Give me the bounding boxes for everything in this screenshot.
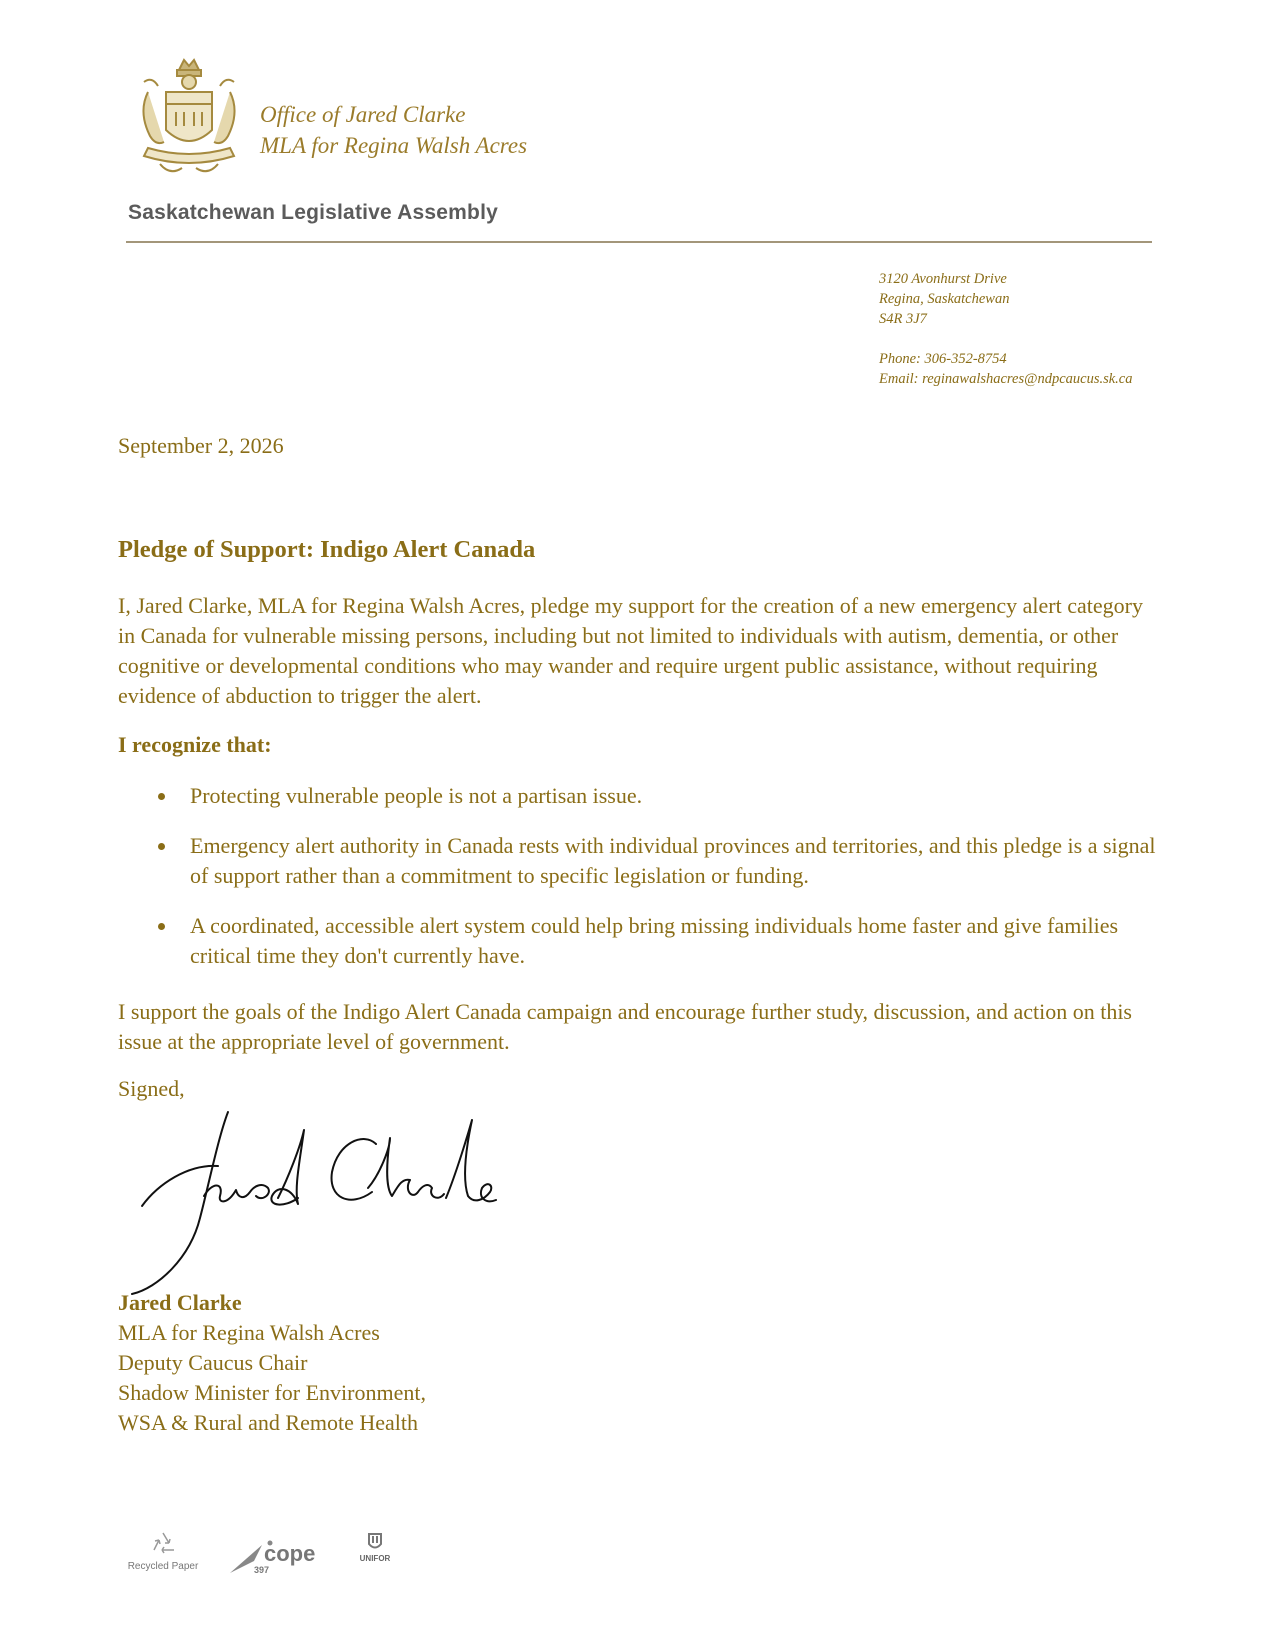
list-item [118, 781, 1158, 811]
signer-title-4: WSA & Rural and Remote Health [118, 1410, 418, 1435]
recognize-heading: I recognize that: [118, 732, 272, 757]
phone: Phone: 306-352-8754 [879, 351, 1007, 367]
address-line-1: 3120 Avonhurst Drive [879, 271, 1007, 287]
address-line-3: S4R 3J7 [879, 311, 927, 327]
unifor-logo [352, 1532, 398, 1563]
signer-title-3: Shadow Minister for Environment, [118, 1380, 426, 1405]
signer-name: Jared Clarke [118, 1290, 242, 1315]
coat-of-arms-icon [130, 52, 248, 178]
list-item-text: A coordinated, accessible alert system could help bring missing individuals home faster and give families critical time they don't currently have. [190, 913, 1119, 968]
bullet-icon [158, 843, 165, 850]
assembly-name: Saskatchewan Legislative Assembly [128, 201, 498, 224]
cope-union-logo [228, 1537, 328, 1577]
letter-heading: Pledge of Support: Indigo Alert Canada [118, 536, 536, 563]
body-paragraph-1: I, Jared Clarke, MLA for Regina Walsh Acres, pledge my support for the creation of a new emergency alert category in Canada for vulnerable missing persons, including but not limited to individuals with autism, dementia, or other cognitive or developmental conditions who may wander and require urgent public assistance, without requiring evidence of abduction to trigger the alert. [118, 593, 1143, 708]
handwritten-signature [128, 1108, 528, 1298]
address-line-2: Regina, Saskatchewan [879, 291, 1010, 307]
email: Email: reginawalshacres@ndpcaucus.sk.ca [879, 371, 1133, 387]
list-item [118, 911, 1158, 971]
cope-number: 397 [254, 1565, 270, 1575]
unifor-shield-icon [366, 1532, 384, 1552]
unifor-label: UNIFOR [359, 1554, 391, 1563]
cope-label: cope [264, 1541, 316, 1566]
signer-title-2: Deputy Caucus Chair [118, 1350, 308, 1375]
list-item-text: Emergency alert authority in Canada rests with individual provinces and territories, and this pledge is a signal of support rather than a commitment to specific legislation or funding. [190, 833, 1156, 888]
office-line-1: Office of Jared Clarke [260, 102, 466, 127]
bullet-icon [158, 923, 165, 930]
signature-block [118, 1288, 426, 1438]
bullet-icon [158, 793, 165, 800]
header-divider [126, 241, 1152, 243]
recycled-paper-label: Recycled Paper [127, 1561, 199, 1572]
list-item-text: Protecting vulnerable people is not a partisan issue. [190, 783, 643, 808]
office-title [260, 99, 527, 161]
recycled-paper-logo [118, 1530, 208, 1572]
signed-label: Signed, [118, 1076, 185, 1101]
list-item [118, 831, 1158, 891]
body-paragraph-2: I support the goals of the Indigo Alert Canada campaign and encourage further study, discussion, and action on this issue at the appropriate level of government. [118, 999, 1132, 1054]
office-line-2: MLA for Regina Walsh Acres [260, 133, 528, 158]
recycle-icon [148, 1530, 178, 1558]
contact-block [879, 269, 1133, 389]
letter-date: September 2, 2026 [118, 433, 284, 458]
recognition-list [118, 781, 1158, 991]
signer-title-1: MLA for Regina Walsh Acres [118, 1320, 380, 1345]
